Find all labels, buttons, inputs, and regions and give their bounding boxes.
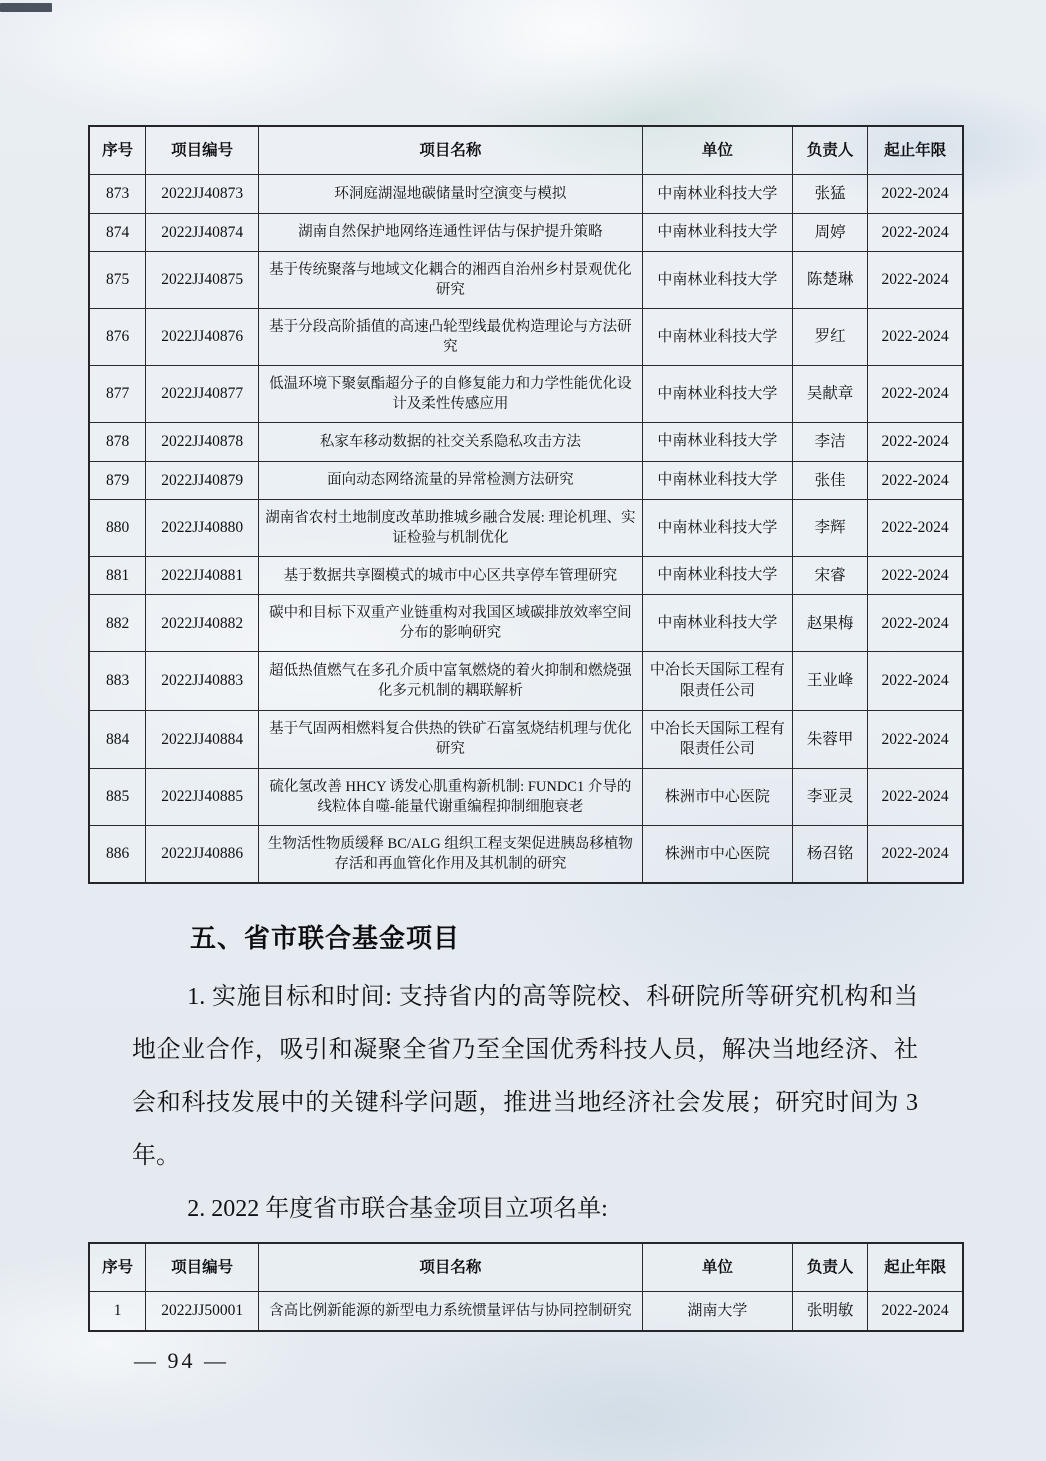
table-cell-code: 2022JJ40880 [146, 499, 259, 556]
column-header-period: 起止年限 [868, 1243, 963, 1292]
table-cell-leader: 李亚灵 [793, 769, 868, 826]
table-cell-title: 面向动态网络流量的异常检测方法研究 [259, 461, 643, 499]
table-cell-code: 2022JJ40882 [146, 595, 259, 652]
table-cell-seq: 886 [89, 826, 146, 884]
table-cell-seq: 876 [89, 309, 146, 366]
table-cell-leader: 张佳 [793, 461, 868, 499]
table-cell-period: 2022-2024 [868, 252, 963, 309]
table-cell-code: 2022JJ50001 [146, 1292, 259, 1331]
table-row [89, 461, 963, 499]
table-cell-unit: 中南林业科技大学 [642, 595, 792, 652]
table-row [89, 769, 963, 826]
table-cell-seq: 883 [89, 652, 146, 710]
table-cell-seq: 878 [89, 423, 146, 461]
table-row [89, 423, 963, 461]
table-cell-seq: 879 [89, 461, 146, 499]
table-cell-title: 硫化氢改善 HHCY 诱发心肌重构新机制: FUNDC1 介导的线粒体自噬-能量代谢重编程抑制细胞衰老 [259, 769, 643, 826]
list-intro-line: 2. 2022 年度省市联合基金项目立项名单: [187, 1196, 608, 1222]
table-cell-title: 湖南省农村土地制度改革助推城乡融合发展: 理论机理、实证检验与机制优化 [259, 499, 643, 556]
column-header-leader: 负责人 [793, 126, 868, 175]
table-cell-period: 2022-2024 [868, 710, 963, 768]
table-cell-leader: 宋睿 [793, 556, 868, 594]
table-row [89, 826, 963, 884]
table-cell-unit: 中南林业科技大学 [642, 423, 792, 461]
table-cell-period: 2022-2024 [868, 595, 963, 652]
table-cell-title: 超低热值燃气在多孔介质中富氧燃烧的着火抑制和燃烧强化多元机制的耦联解析 [259, 652, 643, 710]
table-cell-period: 2022-2024 [868, 826, 963, 884]
table-header [89, 126, 963, 175]
column-header-code: 项目编号 [146, 126, 259, 175]
table-cell-seq: 874 [89, 213, 146, 251]
table-cell-seq: 882 [89, 595, 146, 652]
table-cell-title: 含高比例新能源的新型电力系统惯量评估与协同控制研究 [259, 1292, 643, 1331]
table-cell-code: 2022JJ40878 [146, 423, 259, 461]
table-cell-unit: 中南林业科技大学 [642, 556, 792, 594]
table-row [89, 595, 963, 652]
table-cell-code: 2022JJ40873 [146, 175, 259, 213]
table-cell-unit: 中南林业科技大学 [642, 499, 792, 556]
table-cell-period: 2022-2024 [868, 556, 963, 594]
table-cell-period: 2022-2024 [868, 213, 963, 251]
table-header-row [89, 126, 963, 175]
table-cell-leader: 赵果梅 [793, 595, 868, 652]
table-cell-code: 2022JJ40883 [146, 652, 259, 710]
table-cell-title: 基于分段高阶插值的高速凸轮型线最优构造理论与方法研究 [259, 309, 643, 366]
column-header-period: 起止年限 [868, 126, 963, 175]
table-cell-period: 2022-2024 [868, 461, 963, 499]
column-header-unit: 单位 [642, 126, 792, 175]
table-row [89, 366, 963, 423]
table-cell-code: 2022JJ40886 [146, 826, 259, 884]
table-cell-period: 2022-2024 [868, 1292, 963, 1331]
table-cell-unit: 中冶长天国际工程有限责任公司 [642, 710, 792, 768]
table-cell-seq: 884 [89, 710, 146, 768]
column-header-title: 项目名称 [259, 126, 643, 175]
column-header-code: 项目编号 [146, 1243, 259, 1292]
table-cell-title: 湖南自然保护地网络连通性评估与保护提升策略 [259, 213, 643, 251]
column-header-seq: 序号 [89, 126, 146, 175]
table-cell-seq: 875 [89, 252, 146, 309]
table-cell-seq: 877 [89, 366, 146, 423]
table-cell-period: 2022-2024 [868, 366, 963, 423]
table-cell-code: 2022JJ40877 [146, 366, 259, 423]
table-cell-leader: 王业峰 [793, 652, 868, 710]
table-row [89, 652, 963, 710]
table-cell-seq: 880 [89, 499, 146, 556]
table-row [89, 710, 963, 768]
table-row [89, 1292, 963, 1331]
table-cell-code: 2022JJ40875 [146, 252, 259, 309]
table-cell-title: 碳中和目标下双重产业链重构对我国区域碳排放效率空间分布的影响研究 [259, 595, 643, 652]
table-header [89, 1243, 963, 1292]
joint-fund-table-wrap [0, 1242, 1046, 1332]
table-cell-unit: 中冶长天国际工程有限责任公司 [642, 652, 792, 710]
table-cell-title: 生物活性物质缓释 BC/ALG 组织工程支架促进胰岛移植物存活和再血管化作用及其机制的研究 [259, 826, 643, 884]
table-cell-unit: 中南林业科技大学 [642, 309, 792, 366]
table-cell-period: 2022-2024 [868, 652, 963, 710]
column-header-unit: 单位 [642, 1243, 792, 1292]
table-row [89, 252, 963, 309]
table-cell-seq: 1 [89, 1292, 146, 1331]
table-cell-leader: 罗红 [793, 309, 868, 366]
table-cell-title: 基于传统聚落与地域文化耦合的湘西自治州乡村景观优化研究 [259, 252, 643, 309]
table-cell-leader: 周婷 [793, 213, 868, 251]
table-cell-title: 基于气固两相燃料复合供热的铁矿石富氢烧结机理与优化研究 [259, 710, 643, 768]
table-cell-code: 2022JJ40884 [146, 710, 259, 768]
table-cell-unit: 株洲市中心医院 [642, 826, 792, 884]
table-cell-code: 2022JJ40885 [146, 769, 259, 826]
table-cell-code: 2022JJ40879 [146, 461, 259, 499]
table-body [89, 1292, 963, 1331]
table-cell-period: 2022-2024 [868, 769, 963, 826]
table-cell-title: 基于数据共享圈模式的城市中心区共享停车管理研究 [259, 556, 643, 594]
table-cell-leader: 朱蓉甲 [793, 710, 868, 768]
table-cell-seq: 881 [89, 556, 146, 594]
table-cell-leader: 吴献章 [793, 366, 868, 423]
table-cell-unit: 中南林业科技大学 [642, 461, 792, 499]
table-cell-leader: 张明敏 [793, 1292, 868, 1331]
table-row [89, 556, 963, 594]
table-row [89, 499, 963, 556]
section-heading: 五、省市联合基金项目 [190, 923, 461, 953]
column-header-title: 项目名称 [259, 1243, 643, 1292]
table-cell-period: 2022-2024 [868, 423, 963, 461]
section-paragraph-goals: 1. 实施目标和时间: 支持省内的高等院校、科研院所等研究机构和当地企业合作，吸引和凝聚全省乃至全国优秀科技人员，解决当地经济、社会和科技发展中的关键科学问题，推进当地经济社会发展；研究时间为 3 年。 [132, 984, 918, 1169]
projects-table-joint-fund [88, 1242, 964, 1332]
column-header-leader: 负责人 [793, 1243, 868, 1292]
table-cell-leader: 李辉 [793, 499, 868, 556]
table-body [89, 175, 963, 883]
page-number: — 94 — [134, 1347, 229, 1373]
scan-artifact [0, 3, 52, 12]
table-cell-title: 私家车移动数据的社交关系隐私攻击方法 [259, 423, 643, 461]
table-cell-period: 2022-2024 [868, 499, 963, 556]
table-row [89, 213, 963, 251]
table-cell-seq: 885 [89, 769, 146, 826]
column-header-seq: 序号 [89, 1243, 146, 1292]
table-cell-seq: 873 [89, 175, 146, 213]
table-row [89, 175, 963, 213]
page-content [0, 125, 1046, 1374]
table-cell-code: 2022JJ40876 [146, 309, 259, 366]
table-row [89, 309, 963, 366]
table-cell-leader: 陈楚琳 [793, 252, 868, 309]
table-cell-period: 2022-2024 [868, 175, 963, 213]
table-cell-unit: 中南林业科技大学 [642, 213, 792, 251]
table-cell-code: 2022JJ40881 [146, 556, 259, 594]
table-cell-title: 低温环境下聚氨酯超分子的自修复能力和力学性能优化设计及柔性传感应用 [259, 366, 643, 423]
table-cell-unit: 株洲市中心医院 [642, 769, 792, 826]
table-cell-unit: 中南林业科技大学 [642, 252, 792, 309]
table-header-row [89, 1243, 963, 1292]
projects-table-provincial [88, 125, 964, 884]
table-cell-period: 2022-2024 [868, 309, 963, 366]
table-cell-leader: 张猛 [793, 175, 868, 213]
table-cell-unit: 中南林业科技大学 [642, 366, 792, 423]
table-cell-leader: 杨召铭 [793, 826, 868, 884]
table-cell-unit: 中南林业科技大学 [642, 175, 792, 213]
table-cell-code: 2022JJ40874 [146, 213, 259, 251]
table-cell-leader: 李洁 [793, 423, 868, 461]
table-cell-unit: 湖南大学 [642, 1292, 792, 1331]
table-cell-title: 环洞庭湖湿地碳储量时空演变与模拟 [259, 175, 643, 213]
